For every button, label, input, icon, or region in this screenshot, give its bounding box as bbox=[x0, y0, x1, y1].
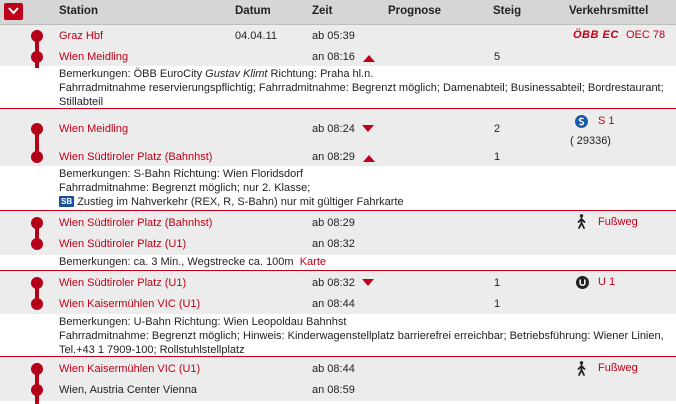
remarks-text: U-Bahn Richtung: Wien Leopoldau Bahnhst bbox=[133, 316, 347, 328]
col-datum[interactable]: Datum bbox=[235, 5, 271, 17]
collapse-toggle-button[interactable] bbox=[4, 3, 23, 20]
s-bahn-icon bbox=[575, 115, 588, 128]
station-link[interactable]: Wien Südtiroler Platz (U1) bbox=[59, 238, 187, 250]
walking-person-icon bbox=[576, 214, 587, 232]
mode-link[interactable]: Fußweg bbox=[598, 216, 638, 228]
stop-dot bbox=[31, 217, 43, 229]
date: 04.04.11 bbox=[235, 30, 278, 42]
triangle-down-icon[interactable] bbox=[362, 279, 374, 286]
walking-person-icon bbox=[576, 361, 587, 379]
remarks-text: ÖBB EuroCity bbox=[133, 68, 206, 80]
stop-dot bbox=[31, 277, 43, 289]
remarks bbox=[59, 315, 664, 357]
obb-ec-logo: ÖBB EC bbox=[573, 29, 619, 41]
col-zeit[interactable]: Zeit bbox=[312, 5, 333, 17]
station-link[interactable]: Wien Südtiroler Platz (Bahnhst) bbox=[59, 217, 213, 229]
table-header bbox=[0, 0, 676, 25]
stop-dot bbox=[31, 30, 43, 42]
arrival-time: an 08:29 bbox=[312, 151, 355, 163]
station-link[interactable]: Wien Meidling bbox=[59, 123, 129, 135]
stop-dot bbox=[31, 298, 43, 310]
remarks-text: Stillabteil bbox=[59, 96, 104, 108]
remarks-text: Richtung: Praha hl.n. bbox=[267, 68, 374, 80]
arrival-time: an 08:16 bbox=[312, 51, 355, 63]
triangle-down-icon[interactable] bbox=[362, 125, 374, 132]
stop-dot bbox=[31, 51, 43, 63]
stop-dot bbox=[31, 151, 43, 163]
remarks-label: Bemerkungen: bbox=[59, 316, 131, 328]
station-link[interactable]: Graz Hbf bbox=[59, 30, 104, 42]
destination-station: Wien, Austria Center Vienna bbox=[59, 384, 197, 396]
platform: 1 bbox=[494, 298, 501, 310]
col-verkehrsmittel[interactable]: Verkehrsmittel bbox=[569, 5, 649, 17]
map-link[interactable]: Karte bbox=[299, 256, 327, 268]
arrival-time: an 08:59 bbox=[312, 384, 355, 396]
col-prognose[interactable]: Prognose bbox=[388, 5, 442, 17]
train-link[interactable]: OEC 78 bbox=[626, 29, 666, 41]
departure-time: ab 08:32 bbox=[312, 277, 355, 289]
stop-dot bbox=[31, 363, 43, 375]
station-link[interactable]: Wien Kaisermühlen VIC (U1) bbox=[59, 363, 201, 375]
station-link[interactable]: Wien Südtiroler Platz (U1) bbox=[59, 277, 187, 289]
remarks-text: Zustieg im Nahverkehr (REX, R, S-Bahn) nur mit gültiger Fahrkarte bbox=[77, 196, 404, 208]
train-link[interactable]: U 1 bbox=[598, 276, 616, 288]
arrival-time: an 08:44 bbox=[312, 298, 355, 310]
station-link[interactable]: Wien Südtiroler Platz (Bahnhst) bbox=[59, 151, 213, 163]
departure-time: ab 08:44 bbox=[312, 363, 355, 375]
station-link[interactable]: Wien Kaisermühlen VIC (U1) bbox=[59, 298, 201, 310]
remarks-text: Fahrradmitnahme: Begrenzt möglich; nur 2. Klasse; bbox=[59, 182, 311, 194]
arrival-time: an 08:32 bbox=[312, 238, 355, 250]
stop-dot bbox=[31, 384, 43, 396]
platform: 1 bbox=[494, 277, 501, 289]
train-link[interactable]: S 1 bbox=[598, 115, 615, 127]
remarks-text: ca. 3 Min., Wegstrecke ca. 100m bbox=[133, 256, 294, 268]
platform: 1 bbox=[494, 151, 501, 163]
departure-time: ab 08:24 bbox=[312, 123, 355, 135]
remarks-text: Tel.+43 1 7909-100; Rollstuhlstellplatz bbox=[59, 344, 245, 356]
remarks-text: Fahrradmitnahme: Begrenzt möglich; Hinweis: Kinderwagenstellplatz barrierefrei erreichbar; Betriebsführung: Wiener Linien, bbox=[59, 330, 664, 342]
mode-link[interactable]: Fußweg bbox=[598, 362, 638, 374]
station-link[interactable]: Wien Meidling bbox=[59, 51, 129, 63]
platform: 5 bbox=[494, 51, 501, 63]
stop-dot bbox=[31, 238, 43, 250]
departure-time: ab 05:39 bbox=[312, 30, 355, 42]
sb-icon: SB bbox=[61, 197, 73, 206]
remarks-text: Fahrradmitnahme reservierungspflichtig; Fahrradmitnahme: Begrenzt möglich; Damenabteil; Businessabteil; Bordrestaurant; bbox=[59, 82, 664, 94]
remarks-label: Bemerkungen: bbox=[59, 256, 131, 268]
remarks bbox=[59, 67, 664, 109]
remarks bbox=[59, 255, 326, 269]
train-name: Gustav Klimt bbox=[205, 68, 268, 80]
chevron-down-icon bbox=[8, 7, 19, 16]
remarks bbox=[59, 167, 404, 209]
departure-time: ab 08:29 bbox=[312, 217, 355, 229]
col-steig[interactable]: Steig bbox=[493, 5, 522, 17]
u-bahn-icon bbox=[576, 276, 589, 289]
train-number: ( 29336) bbox=[570, 135, 611, 147]
platform: 2 bbox=[494, 123, 501, 135]
stop-dot bbox=[31, 123, 43, 135]
remarks-text: S-Bahn Richtung: Wien Floridsdorf bbox=[133, 168, 303, 180]
triangle-up-icon[interactable] bbox=[363, 155, 375, 162]
remarks-label: Bemerkungen: bbox=[59, 68, 131, 80]
triangle-up-icon[interactable] bbox=[363, 55, 375, 62]
remarks-label: Bemerkungen: bbox=[59, 168, 131, 180]
col-station[interactable]: Station bbox=[59, 5, 98, 17]
